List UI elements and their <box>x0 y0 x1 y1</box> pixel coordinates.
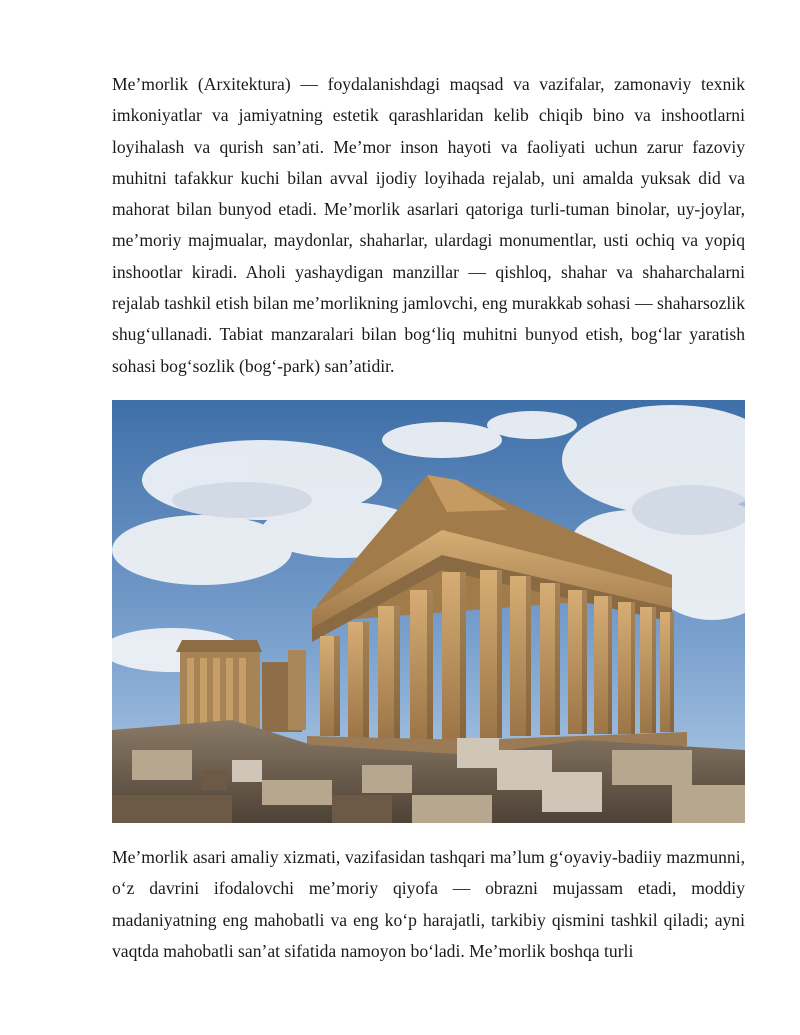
body-paragraph-2: Me’morlik asari amaliy xizmati, vazifasidan tashqari ma’lum g‘oyaviy-badiiy mazmunni, o‘z davrini ifodalovchi me’moriy qiyofa — obrazni mujassam etadi, moddiy madaniyatning eng mahobatli va eng ko‘p harajatli, tarkibiy qismini tashkil qiladi; ayni vaqtda mahobatli san’at sifatida namoyon bo‘ladi. Me’morlik boshqa turli <box>112 847 745 961</box>
parthenon-photo <box>112 400 745 823</box>
body-paragraph-1: Me’morlik (Arxitektura) — foydalanishdagi maqsad va vazifalar, zamonaviy texnik imkoniyatlar va jamiyatning estetik qarashlaridan kelib chiqib bino va inshootlarni loyihalash va qurish san’ati. Me’mor inson hayoti va faoliyati uchun zarur fazoviy muhitni tafakkur kuchi bilan avval ijodiy loyihada rejalab, uni amalda yuksak did va mahorat bilan bunyod etadi. Me’morlik asarlari qatoriga turli-tuman binolar, uy-joylar, me’moriy majmualar, maydonlar, shaharlar, ulardagi monumentlar, usti ochiq va yopiq inshootlar kiradi. Aholi yashaydigan manzillar — qishloq, shahar va shaharchalarni rejalab tashkil etish bilan me’morlikning jamlovchi, eng murakkab sohasi — shaharsozlik shug‘ullanadi. Tabiat manzaralari bilan bog‘liq muhitni bunyod etish, bog‘lar yaratish sohasi bog‘sozlik (bog‘-park) san’atidir. <box>112 74 745 376</box>
